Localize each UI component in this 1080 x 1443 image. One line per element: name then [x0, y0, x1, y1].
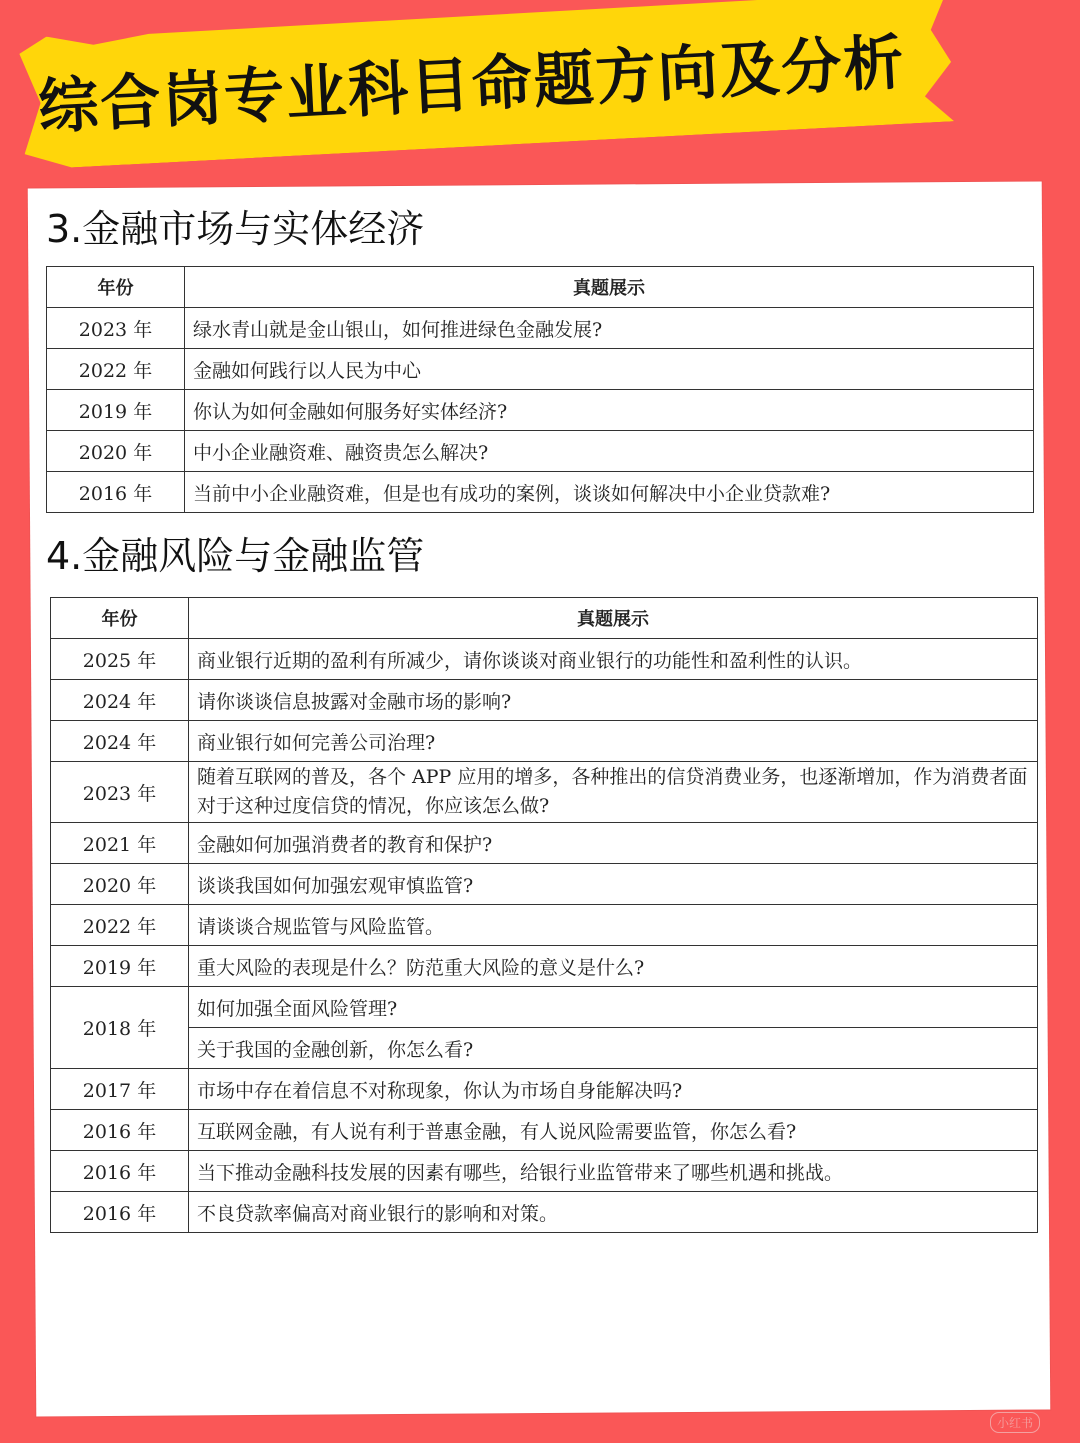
table-row: [51, 1192, 1038, 1233]
row-year: 2016 年: [47, 472, 185, 513]
header-year: 年份: [51, 598, 189, 639]
page-title: 综合岗专业科目命题方向及分析: [36, 27, 908, 143]
row-year: 2022 年: [47, 349, 185, 390]
row-question: 请谈谈合规监管与风险监管。: [189, 905, 1038, 946]
table-row: [51, 1069, 1038, 1110]
table-row: [51, 1110, 1038, 1151]
row-question: 随着互联网的普及，各个 APP 应用的增多，各种推出的信贷消费业务，也逐渐增加，作为消费者面对于这种过度信贷的情况，你应该怎么做?: [189, 762, 1038, 823]
row-year: 2016 年: [51, 1110, 189, 1151]
row-question: 金融如何践行以人民为中心: [185, 349, 1034, 390]
row-year: 2023 年: [51, 762, 189, 823]
table-header-row: [47, 267, 1034, 308]
row-question: 不良贷款率偏高对商业银行的影响和对策。: [189, 1192, 1038, 1233]
row-question: 绿水青山就是金山银山，如何推进绿色金融发展?: [185, 308, 1034, 349]
row-question: 关于我国的金融创新，你怎么看?: [189, 1028, 1038, 1069]
section-3-title: 3.金融市场与实体经济: [46, 207, 425, 251]
row-question: 你认为如何金融如何服务好实体经济?: [185, 390, 1034, 431]
row-year: 2019 年: [51, 946, 189, 987]
table-header-row: [51, 598, 1038, 639]
table-row: [51, 823, 1038, 864]
row-question: 商业银行近期的盈利有所减少，请你谈谈对商业银行的功能性和盈利性的认识。: [189, 639, 1038, 680]
page-content: [32, 200, 1046, 1233]
table-row: [51, 864, 1038, 905]
table-row: [47, 308, 1034, 349]
table-row: [51, 1028, 1038, 1069]
row-question: 如何加强全面风险管理?: [189, 987, 1038, 1028]
row-year: 2019 年: [47, 390, 185, 431]
row-year: 2020 年: [51, 864, 189, 905]
section-4-table: [50, 597, 1038, 1233]
row-question: 市场中存在着信息不对称现象，你认为市场自身能解决吗?: [189, 1069, 1038, 1110]
table-row: [51, 721, 1038, 762]
table-row: [51, 905, 1038, 946]
table-row: [51, 680, 1038, 721]
header-question: 真题展示: [185, 267, 1034, 308]
row-question: 中小企业融资难、融资贵怎么解决?: [185, 431, 1034, 472]
header-question: 真题展示: [189, 598, 1038, 639]
row-year: 2023 年: [47, 308, 185, 349]
row-question: 谈谈我国如何加强宏观审慎监管?: [189, 864, 1038, 905]
row-year: 2018 年: [51, 987, 189, 1069]
table-row: [47, 349, 1034, 390]
table-row: [51, 1151, 1038, 1192]
row-year: 2020 年: [47, 431, 185, 472]
section-4-title: 4.金融风险与金融监管: [46, 534, 425, 578]
table-row: [47, 431, 1034, 472]
row-year: 2024 年: [51, 721, 189, 762]
row-question: 金融如何加强消费者的教育和保护?: [189, 823, 1038, 864]
table-row: [51, 639, 1038, 680]
row-question: 商业银行如何完善公司治理?: [189, 721, 1038, 762]
row-question: 当前中小企业融资难，但是也有成功的案例，谈谈如何解决中小企业贷款难?: [185, 472, 1034, 513]
table-row: [47, 472, 1034, 513]
table-row: [51, 987, 1038, 1028]
table-row: [51, 762, 1038, 823]
row-question: 请你谈谈信息披露对金融市场的影响?: [189, 680, 1038, 721]
row-year: 2021 年: [51, 823, 189, 864]
table-row: [47, 390, 1034, 431]
row-question: 当下推动金融科技发展的因素有哪些，给银行业监管带来了哪些机遇和挑战。: [189, 1151, 1038, 1192]
row-year: 2016 年: [51, 1192, 189, 1233]
row-year: 2017 年: [51, 1069, 189, 1110]
row-year: 2022 年: [51, 905, 189, 946]
row-year: 2025 年: [51, 639, 189, 680]
platform-badge: 小红书: [990, 1412, 1040, 1433]
table-row: [51, 946, 1038, 987]
row-question: 重大风险的表现是什么？防范重大风险的意义是什么?: [189, 946, 1038, 987]
row-question: 互联网金融，有人说有利于普惠金融，有人说风险需要监管，你怎么看?: [189, 1110, 1038, 1151]
row-year: 2016 年: [51, 1151, 189, 1192]
row-year: 2024 年: [51, 680, 189, 721]
section-3-table: [46, 266, 1034, 513]
header-year: 年份: [47, 267, 185, 308]
